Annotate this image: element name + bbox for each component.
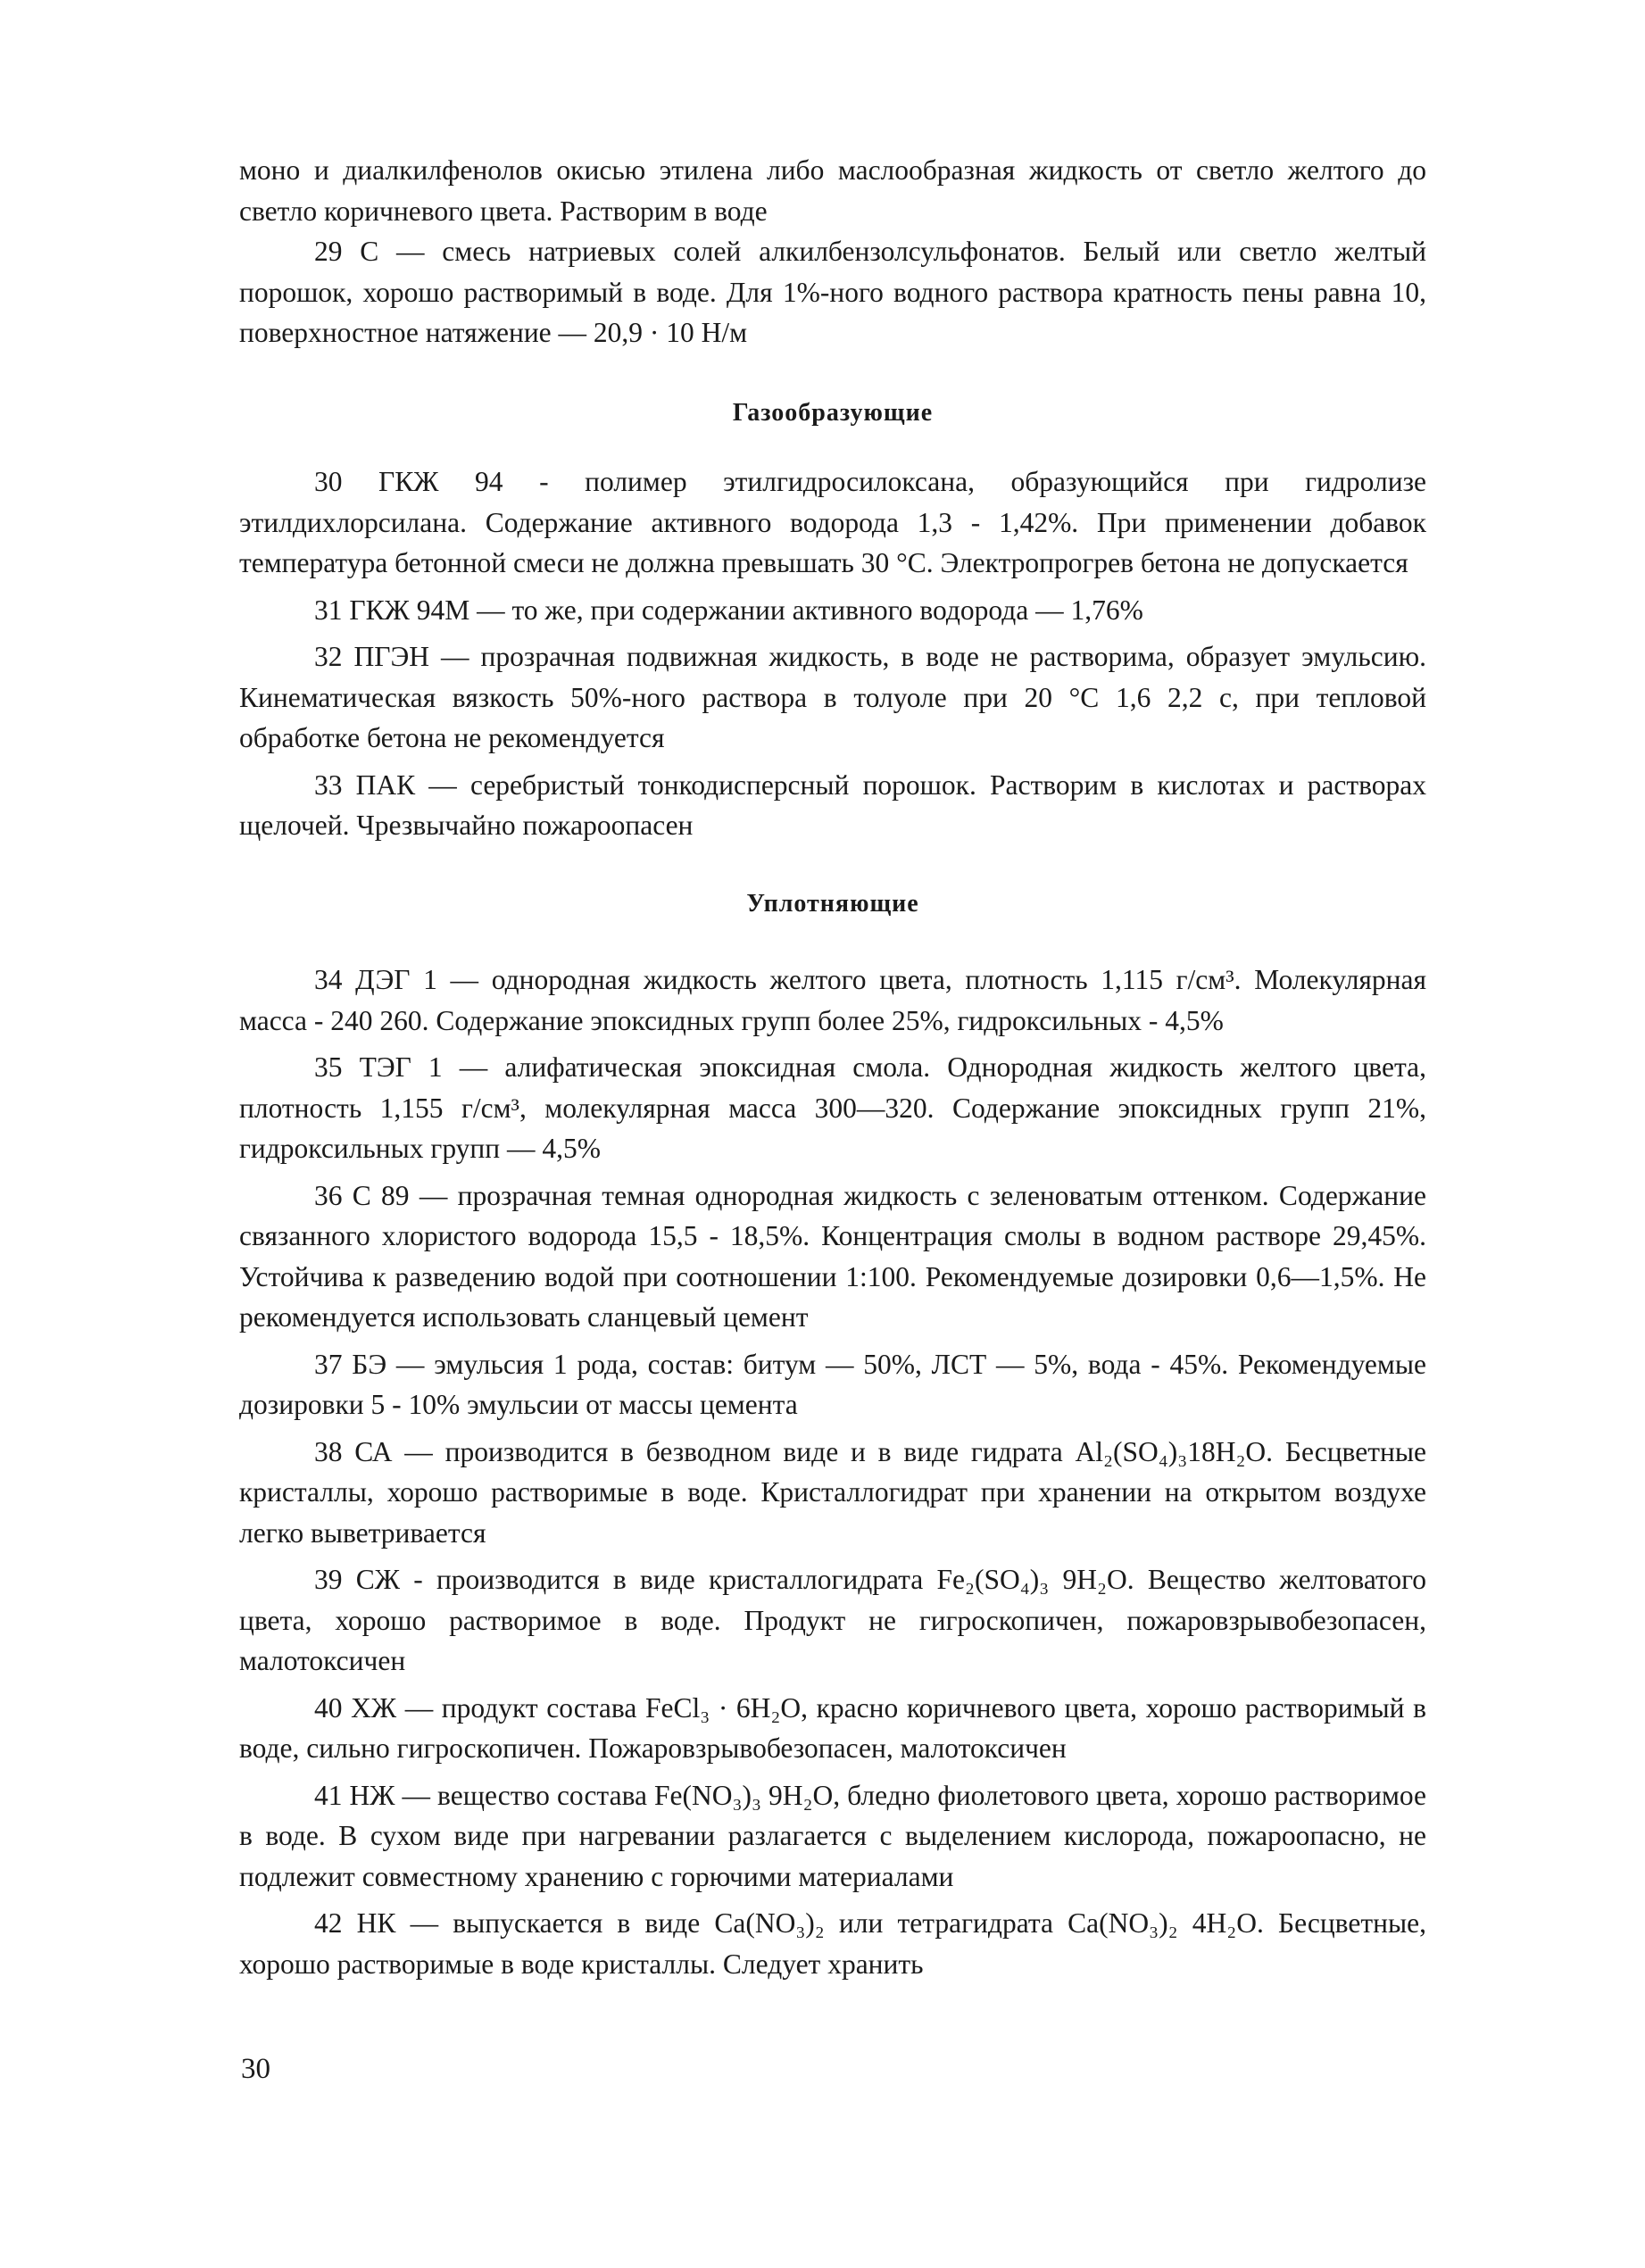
item-32: 32 ПГЭН — прозрачная подвижная жидкость, в воде не растворима, образует эмульсию. Кинематическая вязкость 50%-ного раствора в толуоле при 20 °С 1,6 2,2 с, при тепловой обработке бетона не рекомендуется — [239, 641, 1426, 753]
item-33: 33 ПАК — серебристый тонкодисперсный порошок. Растворим в кислотах и растворах щелочей. Чрезвычайно пожароопасен — [239, 768, 1426, 841]
section-heading-seal: Уплотняющие — [746, 889, 919, 918]
item-30: 30 ГКЖ 94 - полимер этилгидросилоксана, образующийся при гидролизе этилдихлорсилана. Содержание активного водорода 1,3 - 1,42%. При применении добавок температура бетонной смеси не должна превышать 30 °С. Электропрогрев бетона не допускается — [239, 466, 1426, 578]
item-37: 37 БЭ — эмульсия 1 рода, состав: битум — 50%, ЛСТ — 5%, вода - 45%. Рекомендуемые дозировки 5 - 10% эмульсии от массы цемента — [239, 1348, 1426, 1420]
item-36: 36 С 89 — прозрачная темная однородная жидкость с зеленоватым оттенком. Содержание связанного хлористого водорода 15,5 - 18,5%. Концентрация смолы в водном растворе 29,45%. Устойчива к разведению водой при соотношении 1:100. Рекомендуемые дозировки 0,6—1,5%. Не рекомендуется использовать сланцевый цемент — [239, 1179, 1426, 1333]
intro-paragraph: моно и диалкилфенолов окисью этилена либо маслообразная жидкость от светло желтого до светло коричневого цвета. Растворим в воде — [239, 154, 1426, 227]
item-40: 40 ХЖ — продукт состава FeCl₃ · 6H₂O, красно коричневого цвета, хорошо растворимый в воде, сильно гигроскопичен. Пожаровзрывобезопасен, малотоксичен — [239, 1691, 1426, 1764]
item-42: 42 НК — выпускается в виде Ca(NO₃)₂ или тетрагидрата Ca(NO₃)₂ 4H₂O. Бесцветные, хорошо растворимые в воде кристаллы. Следует хранить — [239, 1907, 1426, 1980]
item-29: 29 С — смесь натриевых солей алкилбензолсульфонатов. Белый или светло желтый порошок, хорошо растворимый в воде. Для 1%-ного водного раствора кратность пены равна 10, поверхностное натяжение — 20,9 · 10 Н/м — [239, 236, 1426, 348]
page-body — [239, 150, 1426, 1984]
section-heading-gas: Газообразующие — [732, 398, 934, 427]
item-41: 41 НЖ — вещество состава Fe(NO₃)₃ 9H₂O, бледно фиолетового цвета, хорошо растворимое в воде. В сухом виде при нагревании разлагается с выделением кислорода, пожароопасно, не подлежит совместному хранению с горючими материалами — [239, 1779, 1426, 1892]
item-38: 38 СА — производится в безводном виде и в виде гидрата Al₂(SO₄)₃18H₂O. Бесцветные кристаллы, хорошо растворимые в воде. Кристаллогидрат при хранении на открытом воздухе легко выветривается — [239, 1435, 1426, 1549]
item-39: 39 СЖ - производится в виде кристаллогидрата Fe₂(SO₄)₃ 9H₂O. Вещество желтоватого цвета, хорошо растворимое в воде. Продукт не гигроскопичен, пожаровзрывобезопасен, малотоксичен — [239, 1564, 1426, 1676]
page-number: 30 — [241, 2053, 270, 2085]
item-34: 34 ДЭГ 1 — однородная жидкость желтого цвета, плотность 1,115 г/см³. Молекулярная масса - 240 260. Содержание эпоксидных групп более 25%, гидроксильных - 4,5% — [239, 964, 1426, 1036]
item-35: 35 ТЭГ 1 — алифатическая эпоксидная смола. Однородная жидкость желтого цвета, плотность 1,155 г/см³, молекулярная масса 300—320. Содержание эпоксидных групп 21%, гидроксильных групп — 4,5% — [239, 1051, 1426, 1164]
item-31: 31 ГКЖ 94М — то же, при содержании активного водорода — 1,76% — [314, 594, 1143, 626]
